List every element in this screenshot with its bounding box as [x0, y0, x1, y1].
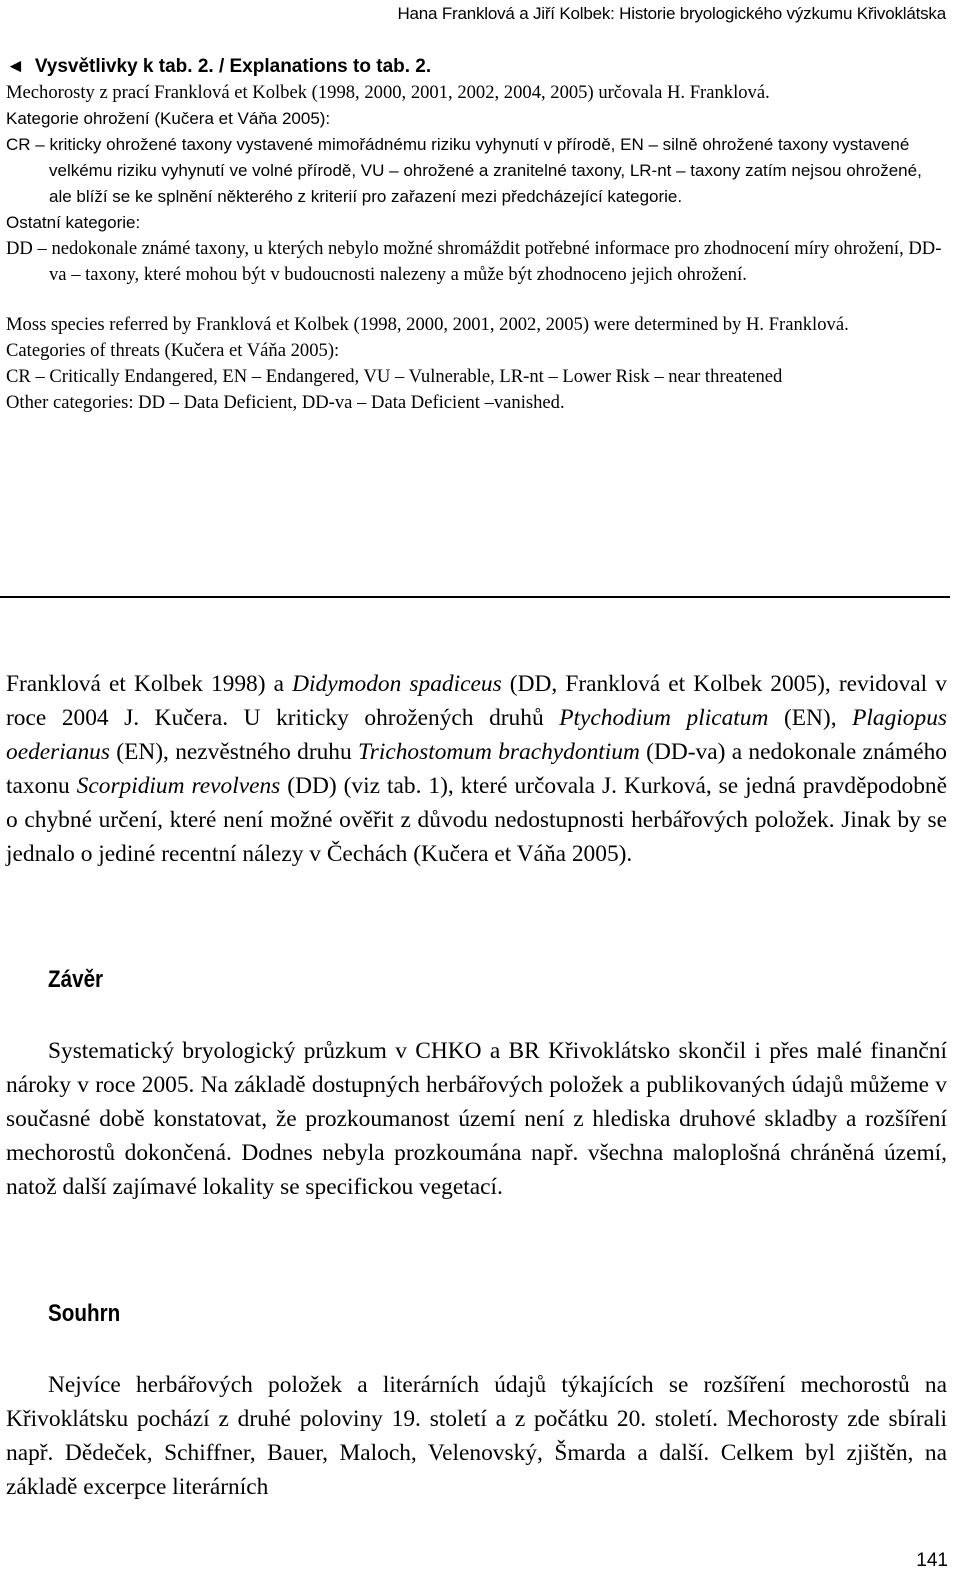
section-heading-conclusion: Závěr — [48, 966, 104, 993]
legend-cz-other-heading: Ostatní kategorie: — [6, 213, 141, 232]
paragraph-conclusion: Systematický bryologický průzkum v CHKO a BR Křivoklátsko skončil i přes malé finanční nároky v roce 2005. Na základě dostupných herbářových položek a publikovaných údajů můžeme v současné době konstatovat, že prozkoumanost území není z hlediska druhové skladby a rozšíření mechorostů dokončená. Dodnes nebyla prozkoumána např. všechna maloplošná chráněná území, natož další zajímavé lokality se specifickou vegetací. — [6, 1038, 947, 1200]
running-head: Hana Franklová a Jiří Kolbek: Historie bryologického výzkumu Křivoklátska — [397, 4, 946, 23]
species-name: Didymodon spadiceus — [292, 671, 502, 697]
text-run: Franklová et Kolbek 1998) a — [6, 671, 293, 697]
species-name: Trichostomum brachydontium — [358, 739, 640, 765]
horizontal-rule — [0, 596, 950, 598]
species-name: Scorpidium revolvens — [76, 773, 281, 799]
legend-en-other-text: Other categories: DD – Data Deficient, DD-va – Data Deficient –vanished. — [6, 392, 565, 413]
legend-cz-threat-text-span: CR – kriticky ohrožené taxony vystavené mimořádnému riziku vyhynutí v přírodě, EN – silně ohrožené taxony vystavené velkému riziku vyhynutí ve volné přírodě, VU – ohrožené a zranitelné taxony, LR-nt – taxony zatím nejsou ohrožené, ale blíží se ke splnění některého z kriterií pro zařazení mezi předcházející kategorie. — [6, 135, 922, 206]
paragraph-revision — [6, 667, 947, 871]
text-run: (EN), — [768, 705, 853, 731]
arrow-left-icon: ◄ — [6, 56, 25, 77]
legend-cz-threat-heading: Kategorie ohrožení (Kučera et Váňa 2005): — [6, 109, 331, 128]
legend-cz-other-text: DD – nedokonale známé taxony, u kterých nebylo možné shromáždit potřebné informace pro zhodnocení míry ohrožení, DD-va – taxony, které mohou být v budoucnosti nalezeny a může být zhodnoceno jejich ohrožení. — [6, 238, 942, 285]
legend-cz-threat-text — [6, 132, 946, 210]
page-number: 141 — [916, 1550, 948, 1571]
text-run: (EN), nezvěstného druhu — [109, 739, 359, 765]
species-name: Plagiopus oederianus — [6, 705, 947, 765]
legend-en-threat-heading: Categories of threats (Kučera et Váňa 2005): — [6, 340, 340, 361]
section-heading-summary: Souhrn — [48, 1300, 121, 1327]
legend-title-text: Vysvětlivky k tab. 2. / Explanations to tab. 2. — [34, 56, 432, 77]
legend-en-threat-text: CR – Critically Endangered, EN – Endangered, VU – Vulnerable, LR-nt – Lower Risk – near threatened — [6, 366, 783, 387]
legend-cz-intro: Mechorosty z prací Franklová et Kolbek (1998, 2000, 2001, 2002, 2004, 2005) určovala H. Franklová. — [6, 82, 770, 103]
text-run: (DD, Franklová et Kolbek 2005), revidoval v roce 2004 J. Kučera. U kriticky ohrožených druhů — [6, 671, 947, 731]
legend-title — [6, 54, 946, 80]
text-run: (DD-va) a nedokonale známého taxonu — [6, 739, 947, 799]
text-run: (DD) (viz tab. 1), které určovala J. Kurková, se jedná pravděpodobně o chybné určení, které není možné ověřit z důvodu nedostupnosti herbářových položek. Jinak by se jednalo o jediné recentní nálezy v Čechách (Kučera et Váňa 2005). — [6, 773, 948, 867]
paragraph-summary: Nejvíce herbářových položek a literárních údajů týkajících se rozšíření mechorostů na Křivoklátsku pochází z druhé poloviny 19. století a z počátku 20. století. Mechorosty zde sbírali např. Dědeček, Schiffner, Bauer, Maloch, Velenovský, Šmarda a další. Celkem byl zjištěn, na základě excerpce literárních — [6, 1372, 947, 1500]
species-name: Ptychodium plicatum — [559, 705, 769, 731]
legend-en-intro: Moss species referred by Franklová et Kolbek (1998, 2000, 2001, 2002, 2005) were determined by H. Franklová. — [6, 314, 849, 335]
table-legend — [6, 54, 946, 416]
